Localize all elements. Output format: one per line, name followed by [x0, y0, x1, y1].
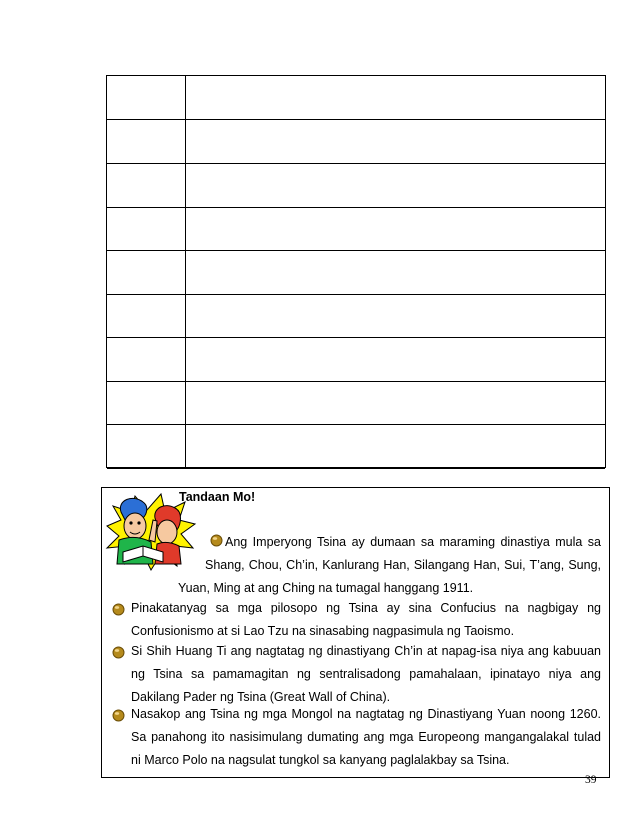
bullet-icon [112, 646, 125, 659]
bullet-icon [112, 603, 125, 616]
table-row [107, 251, 605, 295]
bullet-paragraph-1 [205, 531, 601, 577]
text-line: Ang Imperyong Tsina ay dumaan sa maraming dinastiya mula sa [225, 535, 601, 549]
text-line: Nasakop ang Tsina ng mga Mongol na nagtatag ng Dinastiyang Yuan noong 1260. [131, 707, 601, 721]
text-line: Shang, Chou, Ch’in, Kanlurang Han, Silangang Han, Sui, T’ang, Sung, [205, 558, 601, 572]
text-line: Yuan, Ming at ang Ching na tumagal hanggang 1911. [178, 581, 474, 595]
table-row [107, 207, 605, 251]
table-row [107, 294, 605, 338]
text-line: Pinakatanyag sa mga pilosopo ng Tsina ay sina Confucius na nagbigay ng [131, 601, 601, 615]
answer-table [106, 75, 606, 468]
table-column-divider [185, 76, 186, 467]
text-line: Confusionismo at si Lao Tzu na sinasabing nagpasimula ng Taoismo. [131, 624, 515, 638]
table-row [107, 381, 605, 425]
table-row [107, 76, 605, 120]
bullet-paragraph-2 [131, 597, 601, 643]
text-line: ng Tsina sa pamamagitan ng sentralisadong pamahalaan, ipinatayo niya ang [131, 667, 601, 681]
text-line: Si Shih Huang Ti ang nagtatag ng dinastiyang Ch’in at napag-isa niya ang kabuuan [131, 644, 601, 658]
table-row [107, 425, 605, 469]
page-number: 39 [585, 774, 597, 786]
text-line: ni Marco Polo na nagsulat tungkol sa kanyang paglalakbay sa Tsina. [131, 753, 510, 767]
table-row [107, 120, 605, 164]
bullet-icon [112, 709, 125, 722]
section-title: Tandaan Mo! [179, 490, 256, 504]
bullet-paragraph-3 [131, 640, 601, 709]
table-row [107, 338, 605, 382]
bullet-paragraph-4 [131, 703, 601, 772]
text-line: Sa panahong ito nasisimulang dumating ang mga Europeong mangangalakal tulad [131, 730, 601, 744]
text-line: Dakilang Pader ng Tsina (Great Wall of China). [131, 690, 391, 704]
table-row [107, 164, 605, 208]
